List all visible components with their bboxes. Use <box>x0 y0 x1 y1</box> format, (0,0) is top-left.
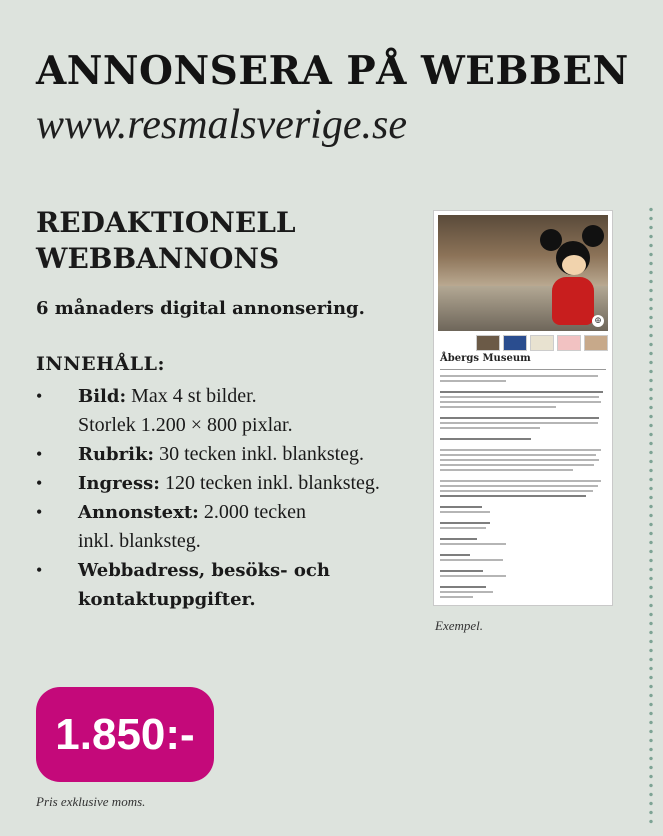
item-label: Annonstext: <box>78 502 199 523</box>
content-list <box>36 382 426 614</box>
thumbnail <box>584 335 608 351</box>
page-title: ANNONSERA PÅ WEBBEN <box>36 48 629 94</box>
item-label: Rubrik: <box>78 444 155 465</box>
product-title: REDAKTIONELL WEBBANNONS <box>36 206 296 275</box>
price-value: 1.850:- <box>55 709 195 759</box>
item-label: Ingress: <box>78 473 160 494</box>
thumbnail-strip <box>476 335 608 351</box>
example-body-text <box>440 375 606 601</box>
zoom-icon: ⊕ <box>592 315 604 327</box>
item-text: 30 tecken inkl. blanksteg. <box>159 443 365 465</box>
thumbnail <box>503 335 527 351</box>
price-note: Pris exklusive moms. <box>36 794 146 809</box>
content-heading: INNEHÅLL: <box>36 353 166 375</box>
product-duration: 6 månaders digital annonsering. <box>36 298 365 319</box>
item-label: Bild: <box>78 386 127 407</box>
list-item <box>36 440 426 469</box>
price-badge <box>36 687 214 782</box>
example-title: Åbergs Museum <box>440 353 531 364</box>
item-text: 120 tecken inkl. blanksteg. <box>164 472 380 494</box>
item-text: Storlek 1.200 × 800 pixlar. <box>78 414 293 436</box>
item-text: 2.000 tecken <box>203 501 307 523</box>
example-photo <box>438 215 608 331</box>
divider <box>440 369 606 370</box>
dotted-divider <box>649 205 653 828</box>
list-item <box>36 498 426 556</box>
website-url: www.resmalsverige.se <box>36 102 407 148</box>
item-label: Webbadress, besöks- och kontaktuppgifter. <box>78 560 330 610</box>
example-ad-preview <box>433 210 613 606</box>
list-item <box>36 382 426 440</box>
thumbnail <box>530 335 554 351</box>
item-text: inkl. blanksteg. <box>78 530 201 552</box>
list-item <box>36 469 426 498</box>
thumbnail <box>557 335 581 351</box>
list-item <box>36 556 426 614</box>
item-text: Max 4 st bilder. <box>131 385 257 407</box>
example-caption: Exempel. <box>435 618 484 633</box>
thumbnail <box>476 335 500 351</box>
